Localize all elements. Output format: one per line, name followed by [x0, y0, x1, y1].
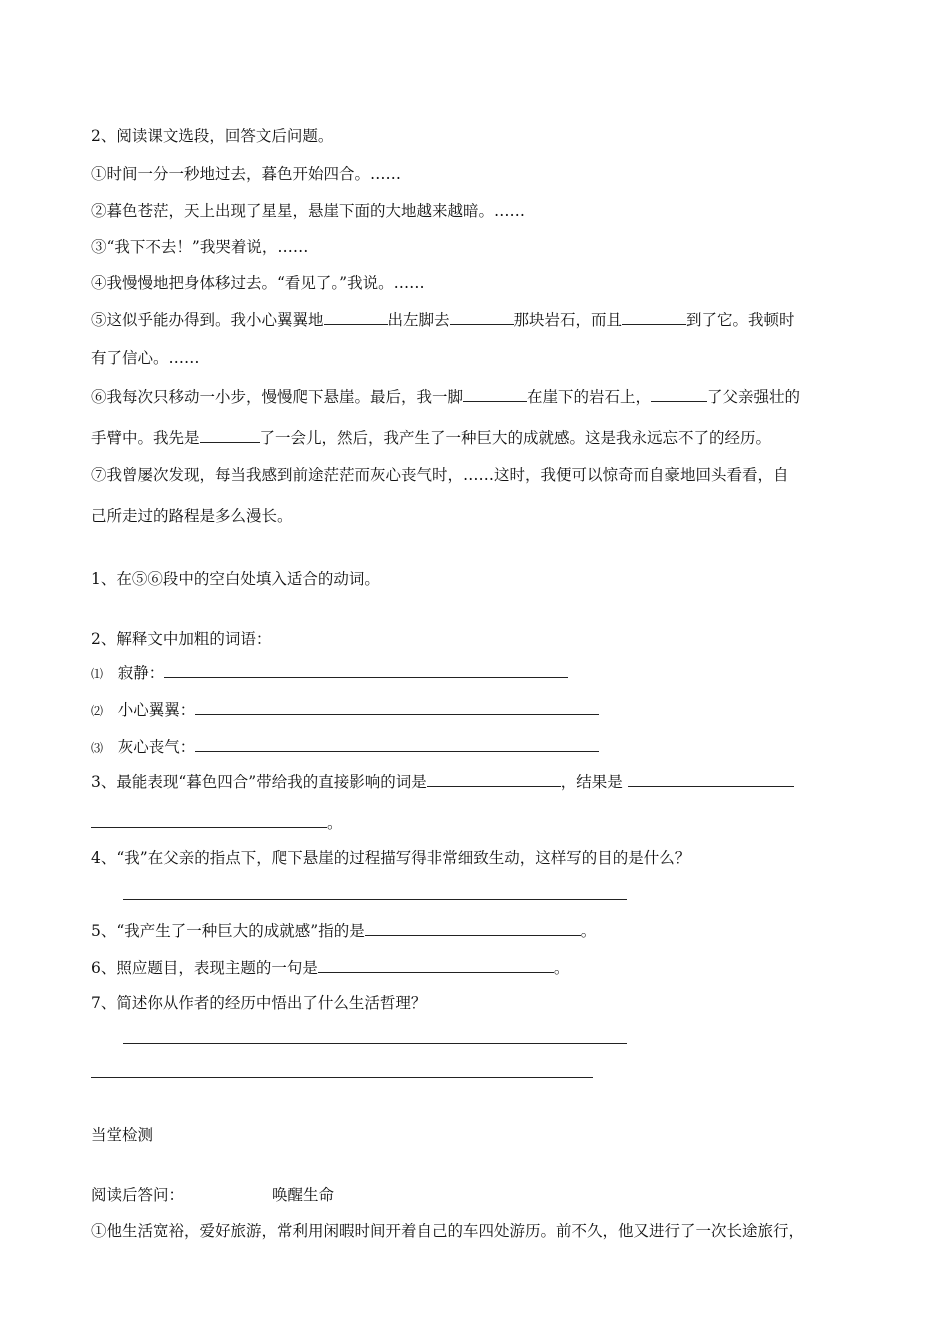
question-3-text: ，结果是 [560, 773, 623, 791]
item-number: ⑵ [91, 704, 104, 718]
answer-line[interactable] [164, 662, 568, 678]
question-3-text: 3、最能表现“暮色四合”带给我的直接影响的词是 [91, 773, 427, 791]
question-2: 2、解释文中加粗的词语： [91, 630, 272, 648]
question-6-text: 6、照应题目，表现主题的一句是 [91, 959, 318, 977]
paragraph-5-text: 出左脚去 [387, 311, 450, 329]
passage-title: 唤醒生命 [272, 1186, 335, 1204]
question-5-text: 5、“我产生了一种巨大的成就感”指的是 [91, 922, 365, 940]
paragraph-6-text: 在崖下的岩石上， [527, 388, 652, 406]
answer-line[interactable] [195, 736, 599, 752]
answer-line[interactable] [123, 899, 627, 900]
fill-blank[interactable] [622, 309, 686, 325]
item-number: ⑶ [91, 741, 104, 755]
fill-blank[interactable] [651, 386, 707, 402]
answer-line[interactable] [318, 957, 554, 973]
paragraph-6-text: 了一会儿，然后，我产生了一种巨大的成就感。这是我永远忘不了的经历。 [259, 429, 772, 447]
paragraph-2: ②暮色苍茫，天上出现了星星，悬崖下面的大地越来越暗。…… [91, 202, 526, 220]
question-3-cont [91, 812, 343, 833]
paragraph-5 [91, 309, 795, 330]
answer-line[interactable] [123, 1043, 627, 1044]
question-2-item-3 [91, 736, 599, 758]
check-heading: 当堂检测 [91, 1126, 154, 1144]
answer-line[interactable] [91, 812, 327, 828]
answer-line[interactable] [195, 699, 599, 715]
question-6 [91, 957, 569, 978]
paragraph-5-text: ⑤这似乎能办得到。我小心翼翼地 [91, 311, 324, 329]
question-1: 1、在⑤⑥段中的空白处填入适合的动词。 [91, 570, 380, 588]
paragraph-4: ④我慢慢地把身体移过去。“看见了。”我说。…… [91, 274, 425, 292]
fill-blank[interactable] [463, 386, 527, 402]
check-paragraph-1: ①他生活宽裕，爱好旅游，常利用闲暇时间开着自己的车四处游历。前不久，他又进行了一次长途旅行， [91, 1222, 805, 1240]
fill-blank[interactable] [200, 427, 260, 443]
question-2-item-1 [91, 662, 568, 684]
answer-line[interactable] [427, 771, 561, 787]
fill-blank[interactable] [450, 309, 514, 325]
question-3 [91, 771, 794, 792]
fill-blank[interactable] [324, 309, 388, 325]
item-word: 灰心丧气： [117, 738, 196, 756]
answer-line[interactable] [91, 1077, 593, 1078]
question-6-text: 。 [553, 959, 570, 977]
question-7: 7、简述你从作者的经历中悟出了什么生活哲理？ [91, 994, 427, 1012]
paragraph-5-cont: 有了信心。…… [91, 349, 200, 367]
question-2-item-2 [91, 699, 599, 721]
item-number: ⑴ [91, 667, 104, 681]
paragraph-6-text: 手臂中。我先是 [91, 429, 200, 447]
question-5-text: 。 [580, 922, 597, 940]
paragraph-5-text: 那块岩石，而且 [513, 311, 623, 329]
answer-line[interactable] [628, 771, 794, 787]
section-heading: 2、阅读课文选段，回答文后问题。 [91, 127, 334, 145]
paragraph-5-text: 到了它。我顿时 [686, 311, 795, 329]
check-prompt: 阅读后答问： [91, 1186, 185, 1204]
item-word: 寂静： [117, 664, 165, 682]
paragraph-6 [91, 386, 800, 407]
paragraph-3: ③“我下不去！”我哭着说，…… [91, 238, 309, 256]
item-word: 小心翼翼： [117, 701, 196, 719]
question-4: 4、“我”在父亲的指点下，爬下悬崖的过程描写得非常细致生动，这样写的目的是什么？ [91, 849, 691, 867]
paragraph-6-text: ⑥我每次只移动一小步，慢慢爬下悬崖。最后，我一脚 [91, 388, 464, 406]
paragraph-6-cont [91, 427, 771, 448]
paragraph-7-cont: 己所走过的路程是多么漫长。 [91, 507, 293, 525]
answer-line[interactable] [365, 920, 581, 936]
paragraph-6-text: 了父亲强壮的 [707, 388, 801, 406]
paragraph-7: ⑦我曾屡次发现，每当我感到前途茫茫而灰心丧气时，……这时，我便可以惊奇而自豪地回头看看，自 [91, 466, 789, 484]
paragraph-1: ①时间一分一秒地过去，暮色开始四合。…… [91, 165, 402, 183]
question-3-text: 。 [327, 814, 343, 832]
question-5 [91, 920, 596, 941]
